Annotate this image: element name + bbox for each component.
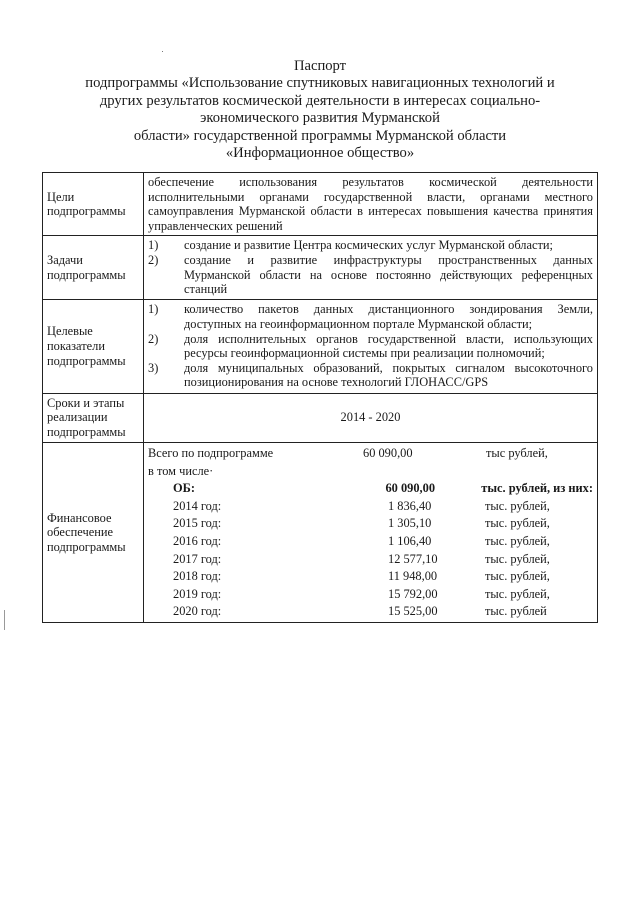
- finance-total-value: 60 090,00: [363, 446, 413, 461]
- indicator-text: доля муниципальных образований, покрытых сигналом высокоточного позиционирования на основе технологий ГЛОНАСС/GPS: [184, 360, 593, 390]
- finance-year: 2018 год:: [173, 569, 222, 584]
- indicator-number: 3): [148, 360, 159, 375]
- tasks-cell: [144, 236, 598, 299]
- finance-ob-value: 60 090,00: [385, 481, 436, 496]
- document-heading: [0, 58, 640, 162]
- finance-label: Финансовое обеспечение подпрограммы: [43, 442, 144, 623]
- indicators-cell: [144, 299, 598, 393]
- finance-total-row: [148, 445, 593, 463]
- row-tasks: [43, 236, 598, 299]
- indicators-label: Целевые показатели подпрограммы: [43, 299, 144, 393]
- finance-including-row: [148, 462, 593, 480]
- tasks-label: Задачи подпрограммы: [43, 236, 144, 299]
- finance-year-unit: тыс. рублей,: [485, 516, 550, 531]
- indicator-text: количество пакетов данных дистанционного зондирования Земли, доступных на геоинформационном портале Мурманской области;: [184, 302, 593, 332]
- finance-year-unit: тыс. рублей,: [485, 586, 550, 601]
- row-terms: [43, 393, 598, 442]
- finance-year: 2019 год:: [173, 586, 222, 601]
- finance-year-row: [148, 515, 593, 533]
- finance-cell: [144, 442, 598, 623]
- terms-value: 2014 - 2020: [144, 393, 598, 442]
- finance-year-row: [148, 603, 593, 621]
- finance-ob-label: ОБ:: [173, 481, 195, 496]
- goals-label: Цели подпрограммы: [43, 173, 144, 236]
- finance-year: 2015 год:: [173, 516, 222, 531]
- finance-year-unit: тыс. рублей,: [485, 498, 550, 513]
- finance-total-unit: тыс рублей,: [486, 446, 548, 461]
- finance-year-row: [148, 497, 593, 515]
- finance-year-row: [148, 568, 593, 586]
- scan-speck: [162, 51, 163, 52]
- terms-label: Сроки и этапы реализации подпрограммы: [43, 393, 144, 442]
- finance-year-unit: тыс. рублей,: [485, 551, 550, 566]
- finance-year: 2014 год:: [173, 498, 222, 513]
- finance-year-value: 1 836,40: [388, 498, 432, 513]
- task-text: создание и развитие инфраструктуры пространственных данных Мурманской области на основе постоянно действующих референцных станций: [184, 252, 593, 297]
- finance-year-unit: тыс. рублей: [485, 604, 547, 619]
- finance-year-value: 15 792,00: [388, 586, 438, 601]
- finance-year-value: 1 305,10: [388, 516, 432, 531]
- indicator-item: [148, 302, 593, 331]
- heading-line: области» государственной программы Мурманской области: [133, 127, 507, 144]
- finance-ob-row: [148, 480, 593, 498]
- finance-year-unit: тыс. рублей,: [485, 534, 550, 548]
- finance-including: в том числе·: [148, 463, 214, 478]
- task-text: создание и развитие Центра космических услуг Мурманской области;: [184, 238, 553, 253]
- heading-line: других результатов космической деятельности в интересах социально-: [99, 92, 541, 109]
- indicator-number: 1): [148, 302, 159, 317]
- finance-year-value: 12 577,10: [388, 551, 438, 566]
- heading-line: «Информационное общество»: [225, 145, 415, 162]
- finance-year-value: 1 106,40: [388, 534, 432, 548]
- row-indicators: [43, 299, 598, 393]
- goals-text: обеспечение использования результатов космической деятельности исполнительными органами государственной власти, органами местного самоуправления Мурманской области в интересах повышения качества принятия управленческих решений: [144, 173, 598, 236]
- indicator-number: 2): [148, 331, 159, 346]
- finance-year-row: [148, 533, 593, 551]
- finance-total-label: Всего по подпрограмме: [148, 446, 274, 461]
- scan-margin-mark: [4, 610, 5, 630]
- heading-line: Паспорт: [293, 58, 347, 74]
- finance-year-value: 15 525,00: [388, 604, 438, 619]
- finance-year-unit: тыс. рублей,: [485, 569, 550, 584]
- task-number: 2): [148, 252, 159, 267]
- finance-year-row: [148, 585, 593, 603]
- finance-ob-unit: тыс. рублей, из них:: [481, 481, 593, 496]
- finance-year: 2017 год:: [173, 551, 222, 566]
- finance-year-row: [148, 550, 593, 568]
- indicator-text: доля исполнительных органов государственной власти, использующих ресурсы геоинформационной системы при реализации полномочий;: [184, 331, 593, 361]
- heading-line: подпрограммы «Использование спутниковых навигационных технологий и: [85, 75, 555, 92]
- row-finance: [43, 442, 598, 623]
- row-goals: [43, 173, 598, 236]
- finance-year-value: 11 948,00: [388, 569, 438, 584]
- finance-year: 2020 год:: [173, 604, 222, 619]
- heading-line: экономического развития Мурманской: [200, 110, 440, 127]
- task-number: 1): [148, 238, 159, 253]
- task-item: [148, 238, 593, 253]
- task-item: [148, 253, 593, 297]
- indicator-item: [148, 332, 593, 361]
- finance-year: 2016 год:: [173, 534, 222, 548]
- passport-table: [42, 172, 598, 623]
- indicator-item: [148, 361, 593, 390]
